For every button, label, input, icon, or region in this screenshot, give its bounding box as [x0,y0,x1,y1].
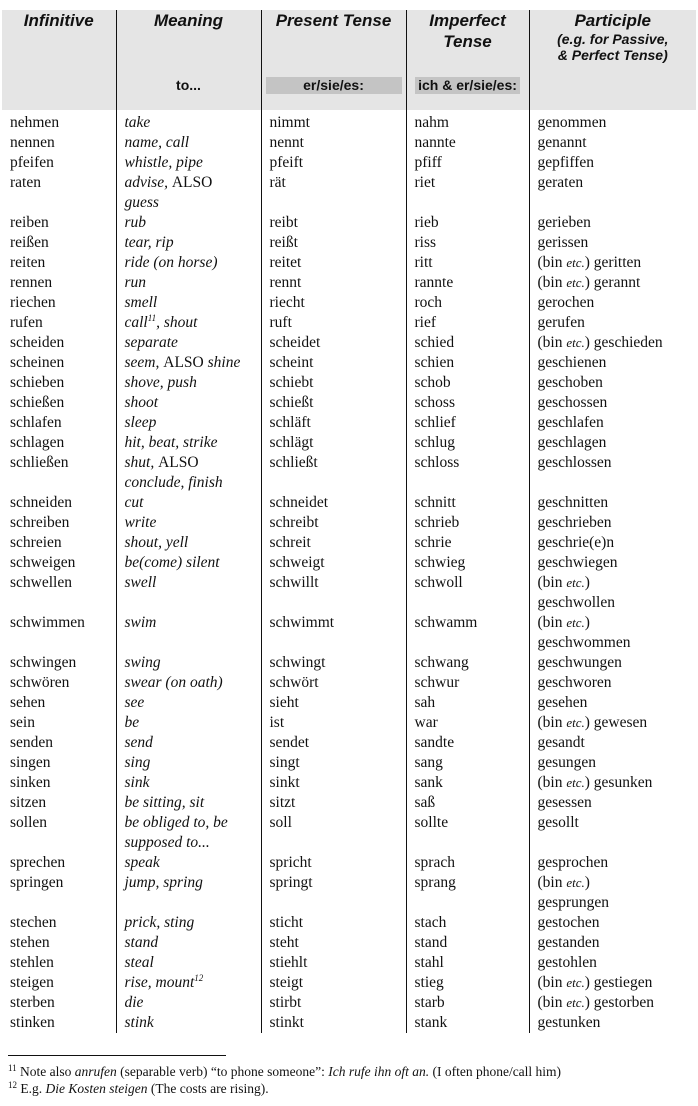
footnote-number: 12 [8,1080,17,1090]
cell-infinitive: senden [10,734,54,751]
cell-imperfect: war [406,713,529,733]
cell-participle: (bin etc.) gestiegen [529,973,696,993]
cell-imperfect: sprang [406,873,529,913]
table-row [2,953,696,973]
cell-present: sticht [261,913,406,933]
cell-imperfect: schoss [406,393,529,413]
cell-participle: genommen [529,110,696,133]
cell-participle: gepfiffen [529,153,696,173]
cell-participle: gesollt [529,813,696,853]
cell-present: nennt [261,133,406,153]
cell-meaning: rise, mount$^{12}$ [116,973,261,993]
footnotes [8,1063,698,1097]
cell-present: schwimmt [261,613,406,653]
cell-meaning: steal [116,953,261,973]
cell-infinitive: sprechen [10,854,66,871]
cell-imperfect: stahl [406,953,529,973]
table-row [2,713,696,733]
cell-participle: (bin etc.) gesunken [529,773,696,793]
cell-imperfect: sank [406,773,529,793]
cell-present: schießt [261,393,406,413]
cell-infinitive: stehlen [10,954,54,971]
table-row [2,493,696,513]
cell-participle: gesungen [529,753,696,773]
cell-meaning: smell [116,293,261,313]
cell-participle: gestohlen [529,953,696,973]
cell-present: schläft [261,413,406,433]
cell-meaning: prick, sting [116,913,261,933]
cell-imperfect: stach [406,913,529,933]
table-row [2,173,696,213]
footnote-12: $^{12}$ E.g. Die Kosten steigen (The costs are rising). [8,1080,269,1096]
cell-infinitive: nehmen [10,114,60,131]
cell-infinitive: schwellen [10,574,72,591]
header-present-label: Present Tense [275,11,392,30]
cell-participle: gesandt [529,733,696,753]
cell-meaning: advise, ALSO guess [116,173,261,213]
cell-meaning: swim [116,613,261,653]
cell-infinitive: scheiden [10,334,65,351]
table-row [2,973,696,993]
cell-infinitive: nennen [10,134,55,151]
cell-present: pfeift [261,153,406,173]
cell-present: sieht [261,693,406,713]
table-row [2,433,696,453]
cell-infinitive: scheinen [10,354,65,371]
cell-participle: geschwiegen [529,553,696,573]
header-participle-note-1: (e.g. for Passive, [557,31,669,47]
table-row [2,813,696,853]
cell-participle: gerochen [529,293,696,313]
cell-participle: geschrieben [529,513,696,533]
cell-imperfect: stieg [406,973,529,993]
cell-meaning: whistle, pipe [116,153,261,173]
cell-meaning: shoot [116,393,261,413]
cell-imperfect: schloss [406,453,529,493]
cell-participle: (bin etc.) geschieden [529,333,696,353]
cell-meaning: hit, beat, strike [116,433,261,453]
table-row [2,293,696,313]
cell-participle: (bin etc.) geschwommen [529,613,696,653]
cell-meaning: ride (on horse) [116,253,261,273]
table-row [2,753,696,773]
cell-infinitive: rennen [10,274,53,291]
cell-participle: (bin etc.) gewesen [529,713,696,733]
table-row [2,733,696,753]
cell-meaning: stand [116,933,261,953]
cell-infinitive: reißen [10,234,49,251]
table-row [2,353,696,373]
cell-present: steigt [261,973,406,993]
cell-participle: geraten [529,173,696,213]
cell-imperfect: sprach [406,853,529,873]
cell-imperfect: nahm [406,110,529,133]
cell-infinitive: schweigen [10,554,76,571]
cell-present: singt [261,753,406,773]
table-row [2,933,696,953]
table-row [2,993,696,1013]
cell-meaning: send [116,733,261,753]
cell-infinitive: schießen [10,394,65,411]
cell-participle: geschoben [529,373,696,393]
cell-present: schwingt [261,653,406,673]
cell-present: stinkt [261,1013,406,1033]
cell-present: stirbt [261,993,406,1013]
cell-imperfect: ritt [406,253,529,273]
cell-participle: geschienen [529,353,696,373]
cell-imperfect: schob [406,373,529,393]
cell-present: reißt [261,233,406,253]
cell-present: schiebt [261,373,406,393]
cell-participle: gestochen [529,913,696,933]
cell-participle: (bin etc.) gesprungen [529,873,696,913]
cell-infinitive: schreien [10,534,62,551]
table-row [2,213,696,233]
table-row [2,793,696,813]
cell-imperfect: schrieb [406,513,529,533]
cell-participle: (bin etc.) gerannt [529,273,696,293]
cell-participle: gestanden [529,933,696,953]
cell-meaning: swell [116,573,261,613]
table-row [2,313,696,333]
cell-infinitive: schließen [10,454,69,471]
cell-participle: gerieben [529,213,696,233]
cell-meaning: jump, spring [116,873,261,913]
cell-participle: geschrie(e)n [529,533,696,553]
cell-meaning: be(come) silent [116,553,261,573]
cell-present: scheint [261,353,406,373]
table-row [2,333,696,353]
table-row [2,453,696,493]
cell-infinitive: pfeifen [10,154,54,171]
cell-meaning: cut [116,493,261,513]
table-row [2,573,696,613]
cell-imperfect: schlief [406,413,529,433]
table-row [2,413,696,433]
header-meaning-label: Meaning [154,11,223,30]
table-row [2,253,696,273]
header-imperfect-line2: Tense [443,32,492,51]
cell-infinitive: rufen [10,314,43,331]
cell-imperfect: roch [406,293,529,313]
cell-imperfect: sollte [406,813,529,853]
cell-present: spricht [261,853,406,873]
cell-participle: geschworen [529,673,696,693]
cell-present: ist [261,713,406,733]
cell-infinitive: steigen [10,974,54,991]
header-meaning [116,10,261,110]
header-imperfect-line1: Imperfect [429,11,506,30]
cell-imperfect: schrie [406,533,529,553]
cell-meaning: seem, ALSO shine [116,353,261,373]
cell-participle: geschlossen [529,453,696,493]
cell-present: reitet [261,253,406,273]
cell-infinitive: stinken [10,1014,55,1031]
cell-present: schweigt [261,553,406,573]
cell-imperfect: rieb [406,213,529,233]
table-row [2,693,696,713]
table-row [2,233,696,253]
cell-meaning: rub [116,213,261,233]
cell-participle: geschlagen [529,433,696,453]
header-infinitive-label: Infinitive [23,11,94,30]
table-row [2,853,696,873]
cell-present: schwillt [261,573,406,613]
table-row [2,110,696,133]
cell-participle: gesprochen [529,853,696,873]
cell-infinitive: riechen [10,294,56,311]
cell-infinitive: schwingen [10,654,77,671]
cell-meaning: see [116,693,261,713]
table-row [2,553,696,573]
table-row [2,773,696,793]
cell-participle: gesessen [529,793,696,813]
table-row [2,673,696,693]
cell-imperfect: stand [406,933,529,953]
cell-present: schreit [261,533,406,553]
cell-meaning: separate [116,333,261,353]
cell-present: schlägt [261,433,406,453]
cell-present: schließt [261,453,406,493]
table-row [2,1013,696,1033]
cell-meaning: call$^{11}$, shout [116,313,261,333]
cell-infinitive: reiben [10,214,49,231]
cell-infinitive: schwören [10,674,70,691]
cell-meaning: tear, rip [116,233,261,253]
cell-infinitive: sollen [10,814,48,831]
cell-meaning: write [116,513,261,533]
cell-meaning: swing [116,653,261,673]
footnote-11: $^{11}$ Note also anrufen (separable verb) “to phone someone”: Ich rufe ihn oft an. (I often phone/call him) [8,1063,562,1079]
cell-present: sitzt [261,793,406,813]
cell-meaning: shout, yell [116,533,261,553]
cell-participle: (bin etc.) geschwollen [529,573,696,613]
cell-infinitive: reiten [10,254,46,271]
cell-infinitive: schlagen [10,434,65,451]
cell-infinitive: sterben [10,994,55,1011]
header-meaning-sub: to... [176,77,201,93]
table-row [2,913,696,933]
cell-meaning: run [116,273,261,293]
cell-imperfect: schwang [406,653,529,673]
footnote-number: 11 [8,1063,17,1073]
cell-meaning: be obliged to, be supposed to... [116,813,261,853]
cell-meaning: swear (on oath) [116,673,261,693]
cell-infinitive: schreiben [10,514,70,531]
cell-participle: (bin etc.) gestorben [529,993,696,1013]
cell-imperfect: rannte [406,273,529,293]
cell-imperfect: schlug [406,433,529,453]
cell-infinitive: schneiden [10,494,72,511]
cell-meaning: be sitting, sit [116,793,261,813]
cell-present: soll [261,813,406,853]
cell-imperfect: rief [406,313,529,333]
cell-present: riecht [261,293,406,313]
cell-present: ruft [261,313,406,333]
cell-present: springt [261,873,406,913]
cell-participle: gesehen [529,693,696,713]
cell-infinitive: stechen [10,914,57,931]
cell-meaning: shut, ALSO conclude, finish [116,453,261,493]
cell-present: nimmt [261,110,406,133]
cell-present: rät [261,173,406,213]
cell-imperfect: schwieg [406,553,529,573]
header-participle [529,10,696,110]
cell-participle: gerissen [529,233,696,253]
table-row [2,373,696,393]
cell-present: steht [261,933,406,953]
cell-imperfect: schien [406,353,529,373]
cell-imperfect: schwoll [406,573,529,613]
cell-meaning: sing [116,753,261,773]
cell-infinitive: sein [10,714,35,731]
cell-present: stiehlt [261,953,406,973]
table-header-row [2,10,696,110]
cell-imperfect: nannte [406,133,529,153]
cell-present: sendet [261,733,406,753]
cell-present: scheidet [261,333,406,353]
cell-meaning: be [116,713,261,733]
cell-imperfect: sah [406,693,529,713]
footnote-ref: 11 [147,313,157,323]
header-imperfect [406,10,529,110]
cell-present: sinkt [261,773,406,793]
cell-participle: geschlafen [529,413,696,433]
header-participle-label: Participle [574,11,652,30]
cell-present: schreibt [261,513,406,533]
cell-imperfect: pfiff [406,153,529,173]
cell-meaning: sleep [116,413,261,433]
irregular-verbs-table [2,10,696,1033]
cell-infinitive: sehen [10,694,46,711]
header-imperfect-sub: ich & er/sie/es: [415,77,520,94]
footnote-divider [8,1055,226,1056]
cell-present: schwört [261,673,406,693]
table-row [2,513,696,533]
cell-meaning: sink [116,773,261,793]
table-row [2,273,696,293]
cell-infinitive: schlafen [10,414,62,431]
cell-imperfect: schwamm [406,613,529,653]
cell-infinitive: singen [10,754,51,771]
cell-present: reibt [261,213,406,233]
cell-imperfect: sang [406,753,529,773]
cell-meaning: name, call [116,133,261,153]
cell-participle: geschnitten [529,493,696,513]
cell-imperfect: stank [406,1013,529,1033]
cell-imperfect: sandte [406,733,529,753]
cell-imperfect: schnitt [406,493,529,513]
footnote-ref: 12 [194,973,204,983]
cell-infinitive: springen [10,874,64,891]
cell-infinitive: sinken [10,774,51,791]
header-present-sub: er/sie/es: [266,77,402,94]
header-present [261,10,406,110]
cell-participle: geschossen [529,393,696,413]
cell-present: rennt [261,273,406,293]
cell-meaning: take [116,110,261,133]
cell-participle: (bin etc.) geritten [529,253,696,273]
header-participle-note-2: & Perfect Tense) [557,47,668,63]
cell-meaning: die [116,993,261,1013]
cell-infinitive: schieben [10,374,65,391]
cell-participle: gerufen [529,313,696,333]
cell-infinitive: sitzen [10,794,47,811]
cell-infinitive: raten [10,174,41,191]
cell-participle: geschwungen [529,653,696,673]
cell-infinitive: schwimmen [10,614,85,631]
table-row [2,153,696,173]
cell-participle: gestunken [529,1013,696,1033]
cell-participle: genannt [529,133,696,153]
cell-infinitive: stehen [10,934,50,951]
cell-meaning: shove, push [116,373,261,393]
cell-imperfect: schwur [406,673,529,693]
cell-imperfect: schied [406,333,529,353]
table-row [2,873,696,913]
cell-meaning: stink [116,1013,261,1033]
table-row [2,533,696,553]
cell-imperfect: riet [406,173,529,213]
cell-imperfect: riss [406,233,529,253]
header-infinitive [2,10,116,110]
cell-imperfect: starb [406,993,529,1013]
table-row [2,393,696,413]
cell-present: schneidet [261,493,406,513]
table-row [2,133,696,153]
cell-meaning: speak [116,853,261,873]
table-row [2,613,696,653]
table-body [2,110,696,1033]
cell-imperfect: saß [406,793,529,813]
table-row [2,653,696,673]
